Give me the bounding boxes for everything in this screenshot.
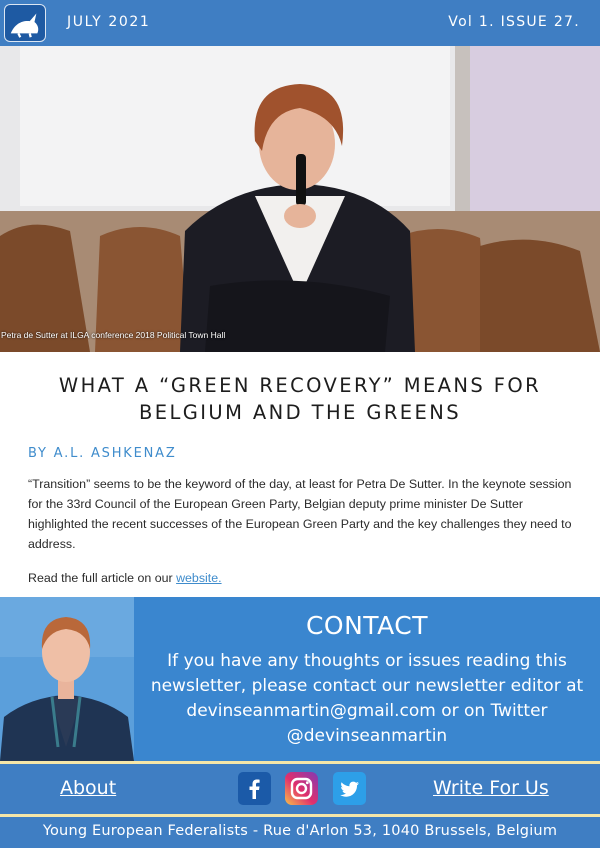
- instagram-icon[interactable]: [285, 772, 318, 805]
- issue-date: JULY 2021: [67, 14, 151, 30]
- footer-address: Young European Federalists - Rue d'Arlon 53, 1040 Brussels, Belgium: [0, 817, 600, 848]
- write-for-us-link[interactable]: Write For Us: [433, 777, 549, 799]
- hero-photo: [0, 46, 600, 352]
- newsletter-header: [0, 0, 600, 46]
- article-body: “Transition” seems to be the keyword of the day, at least for Petra De Sutter. In the keynote session for the 33rd Council of the European Green Party, Belgian deputy prime minister De Sutter highlighted the recent successes of the European Green Party and the key challenges they need to address.: [28, 477, 572, 551]
- issue-volume: Vol 1. ISSUE 27.: [448, 14, 580, 30]
- article-title: WHAT A “GREEN RECOVERY” MEANS FOR BELGIUM AND THE GREENS: [58, 374, 542, 424]
- facebook-icon[interactable]: [238, 772, 271, 805]
- article-byline: BY A.L. ASHKENAZ: [28, 446, 177, 461]
- about-link[interactable]: About: [60, 777, 117, 799]
- contact-title: CONTACT: [305, 611, 429, 640]
- links-bar: [0, 764, 600, 814]
- contact-text: If you have any thoughts or issues reading this newsletter, please contact our newsletter editor at devinseanmartin@gmail.com or on Twitter @devinseanmartin: [150, 651, 584, 746]
- read-more-prefix: Read the full article on our: [28, 571, 177, 585]
- editor-portrait: [0, 597, 134, 761]
- contact-section: [0, 597, 600, 761]
- conference-photo-illustration: [0, 46, 600, 352]
- photo-caption: Petra de Sutter at ILGA conference 2018 Political Town Hall: [1, 330, 226, 340]
- twitter-icon[interactable]: [333, 772, 366, 805]
- website-link[interactable]: website.: [176, 571, 222, 585]
- rhino-horn-logo-icon: [4, 4, 46, 42]
- read-more-line: [28, 571, 222, 585]
